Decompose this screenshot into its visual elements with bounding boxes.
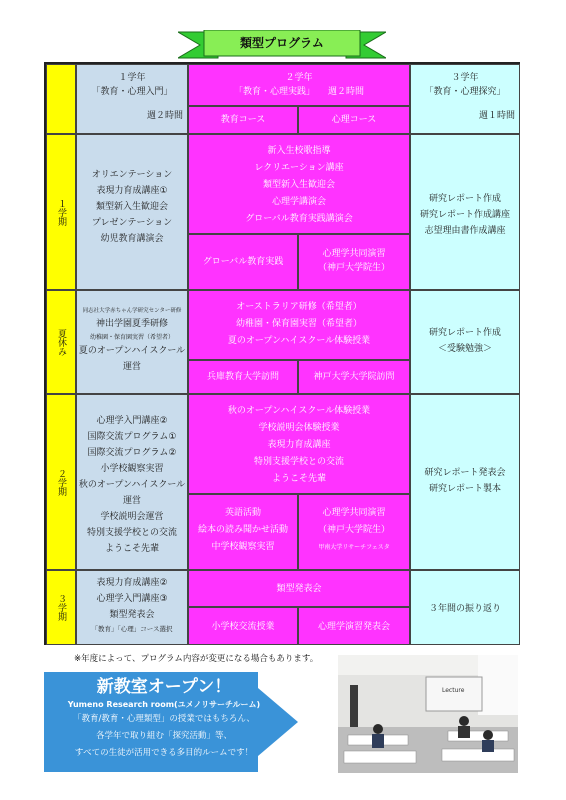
term1-year1-item: プレゼンテーション [91, 218, 173, 228]
term3-year2-psy [298, 607, 410, 645]
banner-content [44, 676, 284, 762]
year2-subject-row [189, 85, 409, 99]
term2-year2-common [188, 394, 410, 494]
banner-line: すべての生徒が活用できる多目的ルームです！ [74, 748, 254, 758]
disclaimer-note: ※年度によって、プログラム内容が変更になる場合もあります。 [74, 654, 319, 664]
term3-year1-small: 「教育」「心理」コース選択 [91, 625, 173, 633]
summer-year1-small: 同志社大学赤ちゃん学研究センター研修 [82, 308, 182, 314]
summer-year3 [410, 290, 520, 394]
term2-year1-item: 小学校観察実習 [100, 464, 164, 474]
term1-year3 [410, 134, 520, 290]
course-edu-header [188, 106, 298, 134]
banner-room: Yumeno Research room(ユメノリサーチルーム) [67, 700, 261, 709]
corner-cell [46, 64, 76, 134]
banner-line: 各学年で取り組む「探究活動」等、 [95, 731, 232, 741]
term2-year3-item: 研究レポート発表会 [424, 468, 506, 478]
term1-year2-item: 新入生校歌指導 [267, 146, 331, 156]
term1-year2-edu-item: グローバル教育実践 [202, 257, 284, 267]
summer-year2-edu [188, 360, 298, 394]
term2-label: ２学期 [56, 468, 66, 496]
year2-header [188, 64, 410, 106]
term3-year2-common [188, 570, 410, 607]
term3-year3 [410, 570, 520, 645]
term2-year1-item: 特別支援学校との交流 [86, 528, 177, 538]
term1-year1 [76, 134, 188, 290]
term3-year1-item: 表現力育成講座② [96, 578, 168, 588]
term2-year2-edu-item: 絵本の読み聞かせ活動 [197, 525, 288, 535]
term2-year2-item: 学校説明会体験授業 [258, 423, 340, 433]
term2-year2-edu-item: 英語活動 [224, 508, 261, 518]
year1-hours: 週２時間 [146, 111, 183, 121]
term3-year2-edu-item: 小学校交流授業 [211, 622, 275, 632]
program-table [44, 62, 520, 645]
summer-label-cell [46, 290, 76, 394]
term2-year1-item: 国際交流プログラム② [87, 448, 177, 458]
page-title: 類型プログラム [240, 36, 324, 50]
term2-year2-edu [188, 494, 298, 570]
year2-label: ２学年 [285, 73, 313, 83]
term2-year3 [410, 394, 520, 570]
term3-year2-item: 類型発表会 [276, 584, 322, 594]
banner-line: 「教育/教育・心理類型」の授業ではもちろん、 [73, 714, 255, 724]
year1-label: １学年 [118, 73, 146, 83]
term1-year1-item: オリエンテーション [91, 170, 173, 180]
term1-year2-item: レクリエーション講座 [254, 163, 344, 173]
term1-year2-psy [298, 234, 410, 290]
term2-year3-item: 研究レポート製本 [428, 484, 501, 494]
term3-year1 [76, 570, 188, 645]
term1-year2-common [188, 134, 410, 234]
summer-year1-item: 神出学園夏季研修 [95, 319, 168, 329]
term2-year2-item: 秋のオープンハイスクール体験授業 [227, 406, 371, 416]
year3-label: ３学年 [451, 73, 479, 83]
term2-year2-item: ようこそ先輩 [271, 474, 326, 484]
term3-label: ３学期 [56, 594, 66, 621]
year3-hours: 週１時間 [478, 111, 515, 121]
term1-year3-item: 研究レポート作成講座 [419, 210, 510, 220]
year3-header [410, 64, 520, 134]
term2-year2-psy-item: 心理学共同演習 [322, 508, 386, 518]
year2-subject: 「教育・心理実践」 [234, 87, 316, 97]
term3-year2-edu [188, 607, 298, 645]
term2-year1-item: 心理学入門講座② [96, 416, 168, 426]
term1-year2-item: 類型新入生歓迎会 [262, 180, 335, 190]
term1-year1-item: 幼児教育講演会 [100, 234, 164, 244]
year2-hours: 週２時間 [327, 87, 364, 97]
summer-year2-item: 夏のオープンハイスクール体験授業 [227, 336, 371, 346]
term1-year2-psy-item: （神戸大学院生） [317, 263, 390, 273]
term3-year1-item: 心理学入門講座③ [96, 594, 168, 604]
term2-year2-item: 特別支援学校との交流 [253, 457, 344, 467]
summer-year2-psy-item: 神戸大学大学院訪問 [313, 372, 395, 382]
summer-year2-item: オーストラリア研修（希望者） [236, 302, 362, 312]
course-edu-label: 教育コース [220, 115, 266, 125]
summer-year1-small2: 幼稚園・保育園実習（希望者） [89, 334, 174, 341]
term3-year2-psy-item: 心理学演習発表会 [317, 622, 390, 632]
screen-sign: Lecture [442, 687, 465, 694]
term1-year3-item: 志望理由書作成講座 [424, 226, 506, 236]
year3-subject: 「教育・心理探究」 [424, 87, 506, 97]
term2-year1-item: ようこそ先輩 [104, 544, 159, 554]
term2-year2-edu-item: 中学校観察実習 [211, 542, 275, 552]
term2-label-cell [46, 394, 76, 570]
summer-year2-psy [298, 360, 410, 394]
term1-year1-item: 表現力育成講座① [96, 186, 168, 196]
term1-year1-item: 類型新入生歓迎会 [95, 202, 168, 212]
term1-year2-psy-item: 心理学共同演習 [322, 249, 386, 259]
summer-year2-common [188, 290, 410, 360]
year1-header [76, 64, 188, 134]
course-psy-header [298, 106, 410, 134]
term1-label-cell [46, 134, 76, 290]
term2-year1-item: 国際交流プログラム① [87, 432, 177, 442]
term2-year1 [76, 394, 188, 570]
summer-year1 [76, 290, 188, 394]
term3-year1-item: 類型発表会 [109, 610, 155, 620]
term3-year3-item: ３年間の振り返り [428, 604, 501, 614]
term1-year2-item: グローバル教育実践講演会 [245, 214, 353, 224]
summer-label: 夏休み [56, 328, 66, 356]
summer-year1-item: 夏のオープンハイスクール運営 [78, 346, 186, 372]
term2-year1-item: 学校説明会運営 [100, 512, 164, 522]
term2-year2-item: 表現力育成講座 [267, 440, 331, 450]
summer-year2-item: 幼稚園・保育園実習（希望者） [235, 319, 362, 329]
summer-year3-item: 研究レポート作成 [428, 328, 501, 338]
term2-year1-item: 秋のオープンハイスクール運営 [78, 480, 186, 506]
term1-year2-edu [188, 234, 298, 290]
term2-year2-psy-small: 甲南大学リサーチフェスタ [318, 544, 390, 551]
term2-year2-psy [298, 494, 410, 570]
year1-subject: 「教育・心理入門」 [91, 87, 173, 97]
classroom-illustration [338, 655, 518, 773]
term3-label-cell [46, 570, 76, 645]
summer-year2-edu-item: 兵庫教育大学訪問 [206, 372, 279, 382]
term1-year3-item: 研究レポート作成 [428, 194, 501, 204]
term2-year2-psy-item: （神戸大学院生） [317, 525, 390, 535]
course-psy-label: 心理コース [331, 115, 377, 125]
classroom-photo [338, 655, 518, 773]
banner-headline: 新教室オープン！ [96, 677, 232, 697]
term1-year2-item: 心理学講演会 [271, 197, 326, 207]
summer-year3-item: ＜受験勉強＞ [437, 344, 492, 354]
term1-label: １学期 [56, 198, 66, 226]
